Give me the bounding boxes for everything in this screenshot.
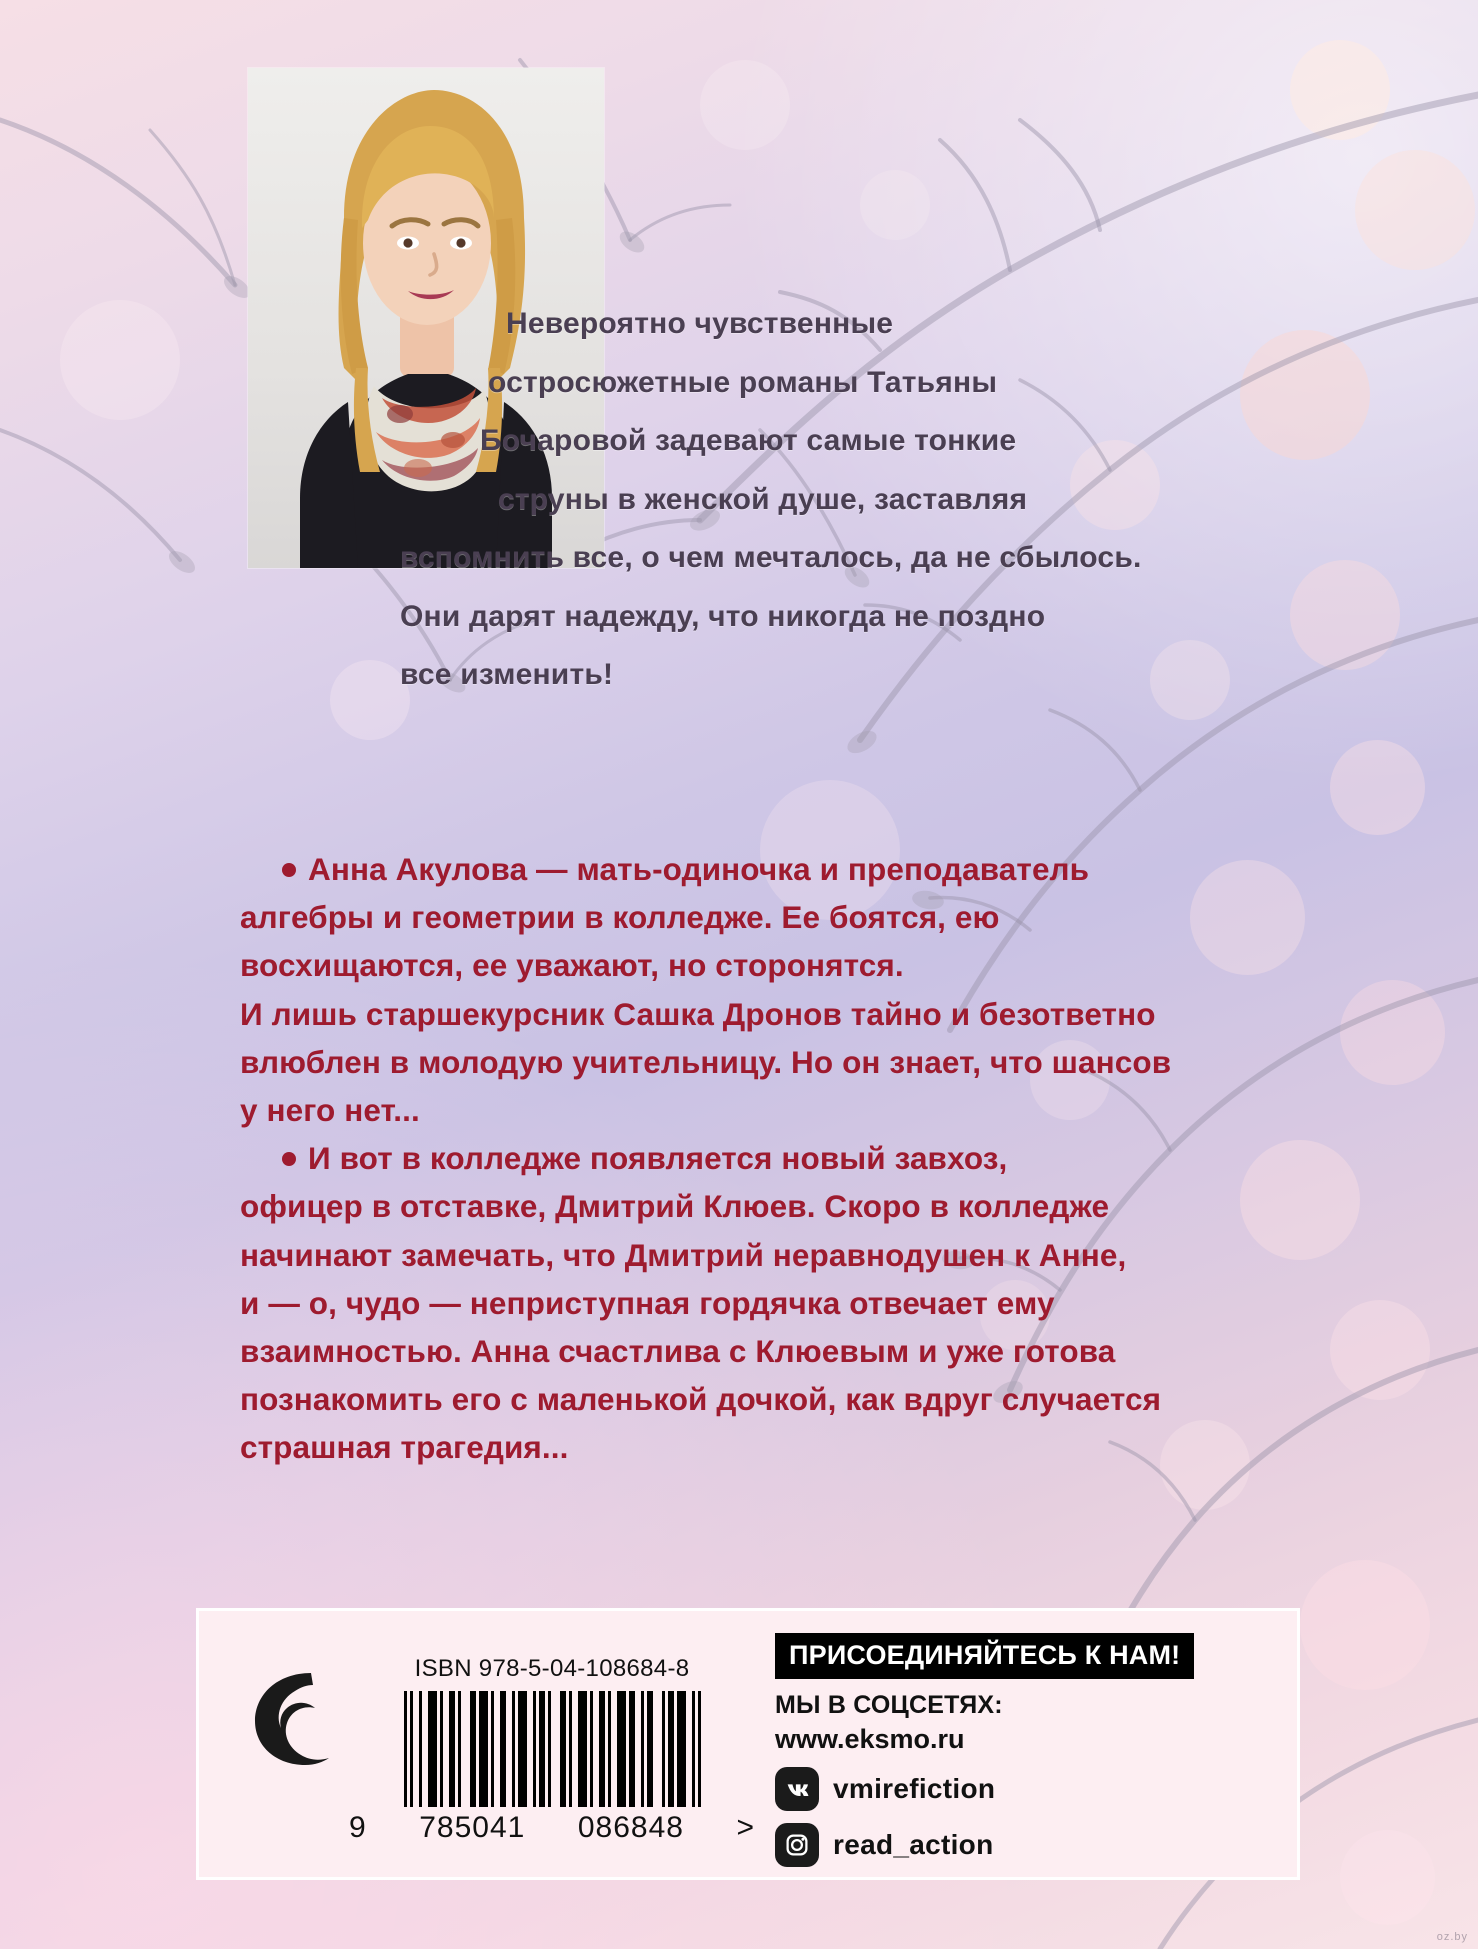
social-block (759, 1611, 1297, 1877)
bokeh-circle (60, 300, 180, 420)
bullet-icon (282, 863, 296, 877)
bokeh-circle (1355, 150, 1475, 270)
join-us-banner: ПРИСОЕДИНЯЙТЕСЬ К НАМ! (775, 1633, 1194, 1679)
annotation-line: влюблен в молодую учительницу. Но он знает, что шансов (240, 1043, 1172, 1080)
annotation-line: восхищаются, ее уважают, но сторонятся. (240, 947, 904, 984)
bokeh-circle (860, 170, 930, 240)
annotation-line: познакомить его с маленькой дочкой, как вдруг случается (240, 1381, 1162, 1418)
bokeh-circle (1340, 1830, 1435, 1925)
annotation-line: начинают замечать, что Дмитрий неравнодушен к Анне, (240, 1236, 1127, 1273)
bokeh-circle (1290, 560, 1400, 670)
annotation-line (240, 845, 1310, 893)
annotation-line: и — о, чудо — неприступная гордячка отвечает ему (240, 1284, 1055, 1321)
blurb-line: Они дарят надежду, что никогда не поздно (400, 599, 1046, 633)
eksmo-logo-icon (241, 1663, 337, 1773)
instagram-icon (775, 1823, 819, 1867)
bokeh-circle (1300, 1560, 1430, 1690)
book-annotation (240, 845, 1310, 1471)
blurb-line: струны в женской душе, заставляя (498, 482, 1028, 516)
annotation-text: И вот в колледже появляется новый завхоз, (308, 1140, 1008, 1177)
publisher-website[interactable]: www.eksmo.ru (775, 1724, 965, 1754)
bullet-icon (282, 1152, 296, 1166)
annotation-line: алгебры и геометрии в колледже. Ее боятся, ею (240, 899, 1000, 936)
site-watermark: oz.by (1436, 1931, 1468, 1943)
blurb-line: остросюжетные романы Татьяны (488, 365, 998, 399)
annotation-text: Анна Акулова — мать-одиночка и преподаватель (308, 851, 1090, 887)
vk-icon (775, 1767, 819, 1811)
annotation-line: у него нет... (240, 1091, 420, 1128)
barcode-area (345, 1625, 759, 1845)
publisher-blurb (400, 295, 1210, 705)
bokeh-circle (1330, 740, 1425, 835)
annotation-line: офицер в отставке, Дмитрий Клюев. Скоро в колледже (240, 1188, 1110, 1225)
annotation-line (240, 1134, 1310, 1182)
blurb-line: Бочаровой задевают самые тонкие (480, 424, 1017, 457)
bokeh-circle (1290, 40, 1390, 140)
instagram-handle: read_action (833, 1829, 994, 1860)
bottom-info-panel (196, 1608, 1300, 1880)
isbn-block (199, 1611, 759, 1877)
barcode-digit-group-1: 785041 (419, 1811, 526, 1844)
bokeh-circle (1340, 980, 1445, 1085)
blurb-line: Невероятно чувственные (506, 307, 894, 340)
barcode-digits (345, 1807, 759, 1845)
barcode-digit-group-2: 086848 (577, 1811, 684, 1844)
vk-handle: vmirefiction (833, 1773, 996, 1804)
bokeh-circle (1240, 330, 1370, 460)
bokeh-circle (700, 60, 790, 150)
annotation-line: И лишь старшекурсник Сашка Дронов тайно и безответно (240, 995, 1156, 1032)
bokeh-circle (330, 660, 410, 740)
social-networks-label: МЫ В СОЦСЕТЯХ: (775, 1691, 1003, 1719)
isbn-label: ISBN 978-5-04-108684-8 (414, 1655, 690, 1682)
annotation-line: страшная трагедия... (240, 1429, 569, 1466)
bokeh-circle (1330, 1300, 1430, 1400)
blurb-line: все изменить! (400, 658, 614, 691)
barcode-image (345, 1691, 759, 1807)
social-item-instagram[interactable] (775, 1823, 1297, 1867)
barcode-digit-left: 9 (349, 1811, 367, 1844)
blurb-line: вспомнить все, о чем мечталось, да не сбылось. (400, 541, 1142, 574)
social-item-vk[interactable] (775, 1767, 1297, 1811)
barcode-digit-right: > (736, 1811, 755, 1844)
annotation-line: взаимностью. Анна счастлива с Клюевым и уже готова (240, 1332, 1116, 1369)
